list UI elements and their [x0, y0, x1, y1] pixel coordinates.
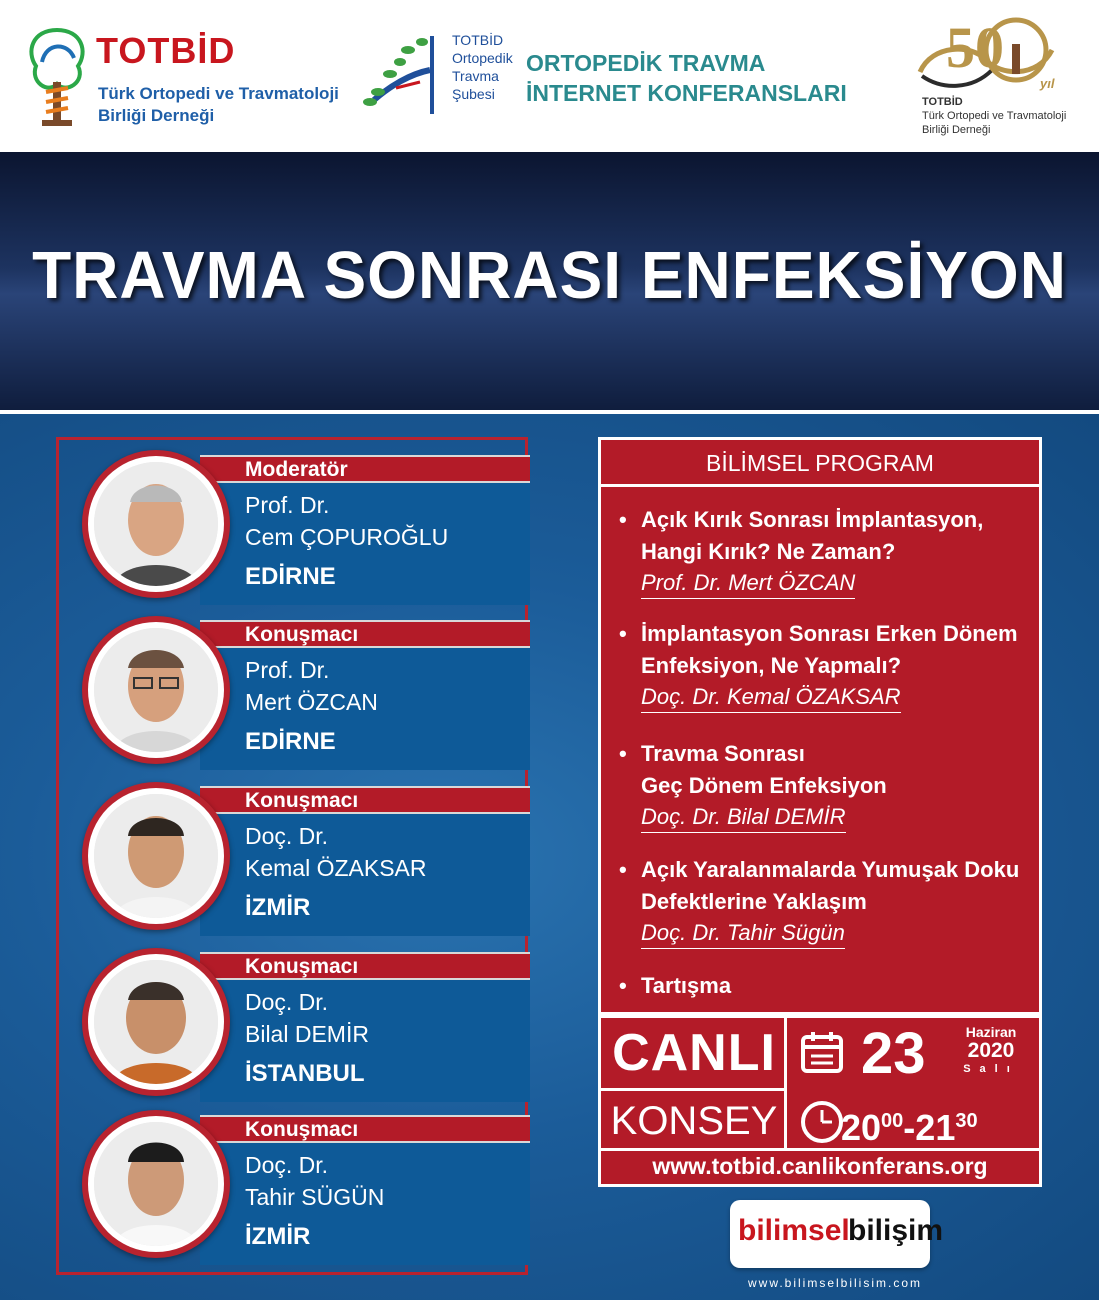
- program-item-line-1: Açık Yaralanmalarda Yumuşak Doku: [641, 857, 1020, 882]
- anniversary-org: TOTBİD: [922, 96, 963, 108]
- speaker-name: Cem ÇOPUROĞLU: [245, 524, 449, 550]
- program-item-line-2: Hangi Kırık? Ne Zaman?: [641, 539, 896, 564]
- speaker-card: [200, 620, 530, 784]
- event-year: 2020: [967, 1039, 1015, 1062]
- person-icon: [94, 794, 218, 918]
- event-month: Haziran: [965, 1024, 1017, 1040]
- bullet: •: [619, 973, 627, 998]
- person-icon: [94, 628, 218, 752]
- speaker-info: [200, 980, 530, 1102]
- conference-line-1: ORTOPEDİK TRAVMA: [526, 50, 766, 76]
- speaker-role-band: [200, 455, 530, 483]
- speaker-name: Mert ÖZCAN: [245, 689, 378, 715]
- calendar-icon: [799, 1029, 845, 1075]
- branch-logo: [360, 30, 520, 120]
- program-item-line-2: Enfeksiyon, Ne Yapmalı?: [641, 653, 902, 678]
- speaker-card: [200, 455, 530, 619]
- speaker-title: Doç. Dr.: [245, 1152, 329, 1178]
- canli-label: CANLI: [612, 1024, 776, 1082]
- page-title: TRAVMA SONRASI ENFEKSİYON: [32, 237, 1067, 313]
- time-start-min: 00: [881, 1110, 904, 1132]
- program-item-line-1: Travma Sonrası: [641, 741, 805, 766]
- speaker-role-band: [200, 620, 530, 648]
- speaker-info: [200, 1143, 530, 1265]
- program-item-line-2: Defektlerine Yaklaşım: [641, 889, 867, 914]
- sponsor-logo[interactable]: [730, 1200, 944, 1268]
- speaker-info: [200, 483, 530, 605]
- sponsor-url[interactable]: www.bilimselbilisim.com: [747, 1276, 922, 1290]
- branch-text-4: Şubesi: [452, 86, 495, 102]
- speaker-role: Konuşmacı: [245, 955, 359, 978]
- speaker-card: [200, 1115, 530, 1279]
- speaker-title: Prof. Dr.: [245, 657, 330, 683]
- event-day: 23: [861, 1021, 926, 1086]
- branch-text-1: TOTBİD: [452, 32, 504, 48]
- tree-icon: [22, 22, 92, 130]
- speaker-role: Konuşmacı: [245, 623, 359, 646]
- totbid-subtitle-1: Türk Ortopedi ve Travmatoloji: [98, 84, 339, 103]
- bullet: •: [619, 741, 627, 766]
- live-session-box: [598, 1015, 1042, 1187]
- anniversary-suffix: yıl: [1040, 76, 1055, 91]
- bullet: •: [619, 507, 627, 532]
- program-item-line-1: Açık Kırık Sonrası İmplantasyon,: [641, 507, 984, 532]
- program-speaker: Doç. Dr. Kemal ÖZAKSAR: [641, 682, 901, 713]
- speaker-name: Bilal DEMİR: [245, 1021, 369, 1047]
- speaker-avatar: [82, 616, 230, 764]
- speaker-city: İSTANBUL: [245, 1060, 365, 1087]
- speaker-title: Doç. Dr.: [245, 823, 329, 849]
- time-end-min: 30: [955, 1110, 978, 1132]
- sponsor-name-a: bilimsel: [738, 1214, 850, 1247]
- konsey-label: KONSEY: [610, 1099, 778, 1143]
- speaker-info: [200, 648, 530, 770]
- bullet: •: [619, 857, 627, 882]
- program-speaker: Doç. Dr. Tahir Sügün: [641, 918, 845, 949]
- totbid-subtitle-2: Birliği Derneği: [98, 106, 215, 125]
- sponsor-name-b: bilişim: [848, 1214, 944, 1247]
- anniversary-number: 50: [946, 15, 1004, 80]
- scientific-program: [598, 437, 1042, 1015]
- program-item-line-1: Tartışma: [641, 973, 732, 998]
- program-item-line-1: İmplantasyon Sonrası Erken Dönem: [641, 621, 1018, 646]
- speaker-avatar: [82, 782, 230, 930]
- speaker-city: EDİRNE: [245, 728, 336, 755]
- branch-text-2: Ortopedik: [452, 50, 513, 66]
- anniversary-logo: [906, 14, 1076, 148]
- person-icon: [94, 1122, 218, 1246]
- speaker-title: Prof. Dr.: [245, 492, 330, 518]
- speaker-city: İZMİR: [245, 1223, 311, 1250]
- speaker-role: Konuşmacı: [245, 1118, 359, 1141]
- time-separator: -: [903, 1107, 916, 1148]
- speaker-role: Moderatör: [245, 458, 348, 481]
- header: [0, 0, 1099, 152]
- totbid-name: TOTBİD: [96, 30, 236, 71]
- anniversary-sub-1: Türk Ortopedi ve Travmatoloji: [922, 110, 1067, 122]
- program-heading: BİLİMSEL PROGRAM: [601, 440, 1039, 487]
- bullet: •: [619, 621, 627, 646]
- speaker-role: Konuşmacı: [245, 789, 359, 812]
- conference-url[interactable]: www.totbid.canlikonferans.org: [652, 1153, 988, 1179]
- time-end: 21: [915, 1107, 956, 1148]
- person-icon: [94, 462, 218, 586]
- speaker-title: Doç. Dr.: [245, 989, 329, 1015]
- speaker-card: [200, 786, 530, 950]
- speaker-role-band: [200, 952, 530, 980]
- speaker-card: [200, 952, 530, 1116]
- speaker-avatar: [82, 1110, 230, 1258]
- time-start: 20: [841, 1107, 882, 1148]
- conference-line-2: İNTERNET KONFERANSLARI: [526, 80, 847, 106]
- speaker-avatar: [82, 948, 230, 1096]
- speaker-role-band: [200, 1115, 530, 1143]
- totbid-logo: [22, 22, 342, 132]
- speaker-name: Kemal ÖZAKSAR: [245, 855, 427, 881]
- speaker-info: [200, 814, 530, 936]
- event-weekday: Salı: [963, 1063, 1019, 1075]
- speaker-role-band: [200, 786, 530, 814]
- speaker-city: İZMİR: [245, 894, 311, 921]
- program-item-line-2: Geç Dönem Enfeksiyon: [641, 773, 887, 798]
- speaker-city: EDİRNE: [245, 563, 336, 590]
- clock-icon: [799, 1099, 845, 1145]
- person-icon: [94, 960, 218, 1084]
- branch-tree-icon: [360, 30, 440, 114]
- program-speaker: Doç. Dr. Bilal DEMİR: [641, 802, 846, 833]
- speaker-name: Tahir SÜGÜN: [245, 1184, 385, 1210]
- speaker-avatar: [82, 450, 230, 598]
- program-speaker: Prof. Dr. Mert ÖZCAN: [641, 568, 855, 599]
- branch-text-3: Travma: [452, 68, 499, 84]
- anniversary-sub-2: Birliği Derneği: [922, 124, 991, 136]
